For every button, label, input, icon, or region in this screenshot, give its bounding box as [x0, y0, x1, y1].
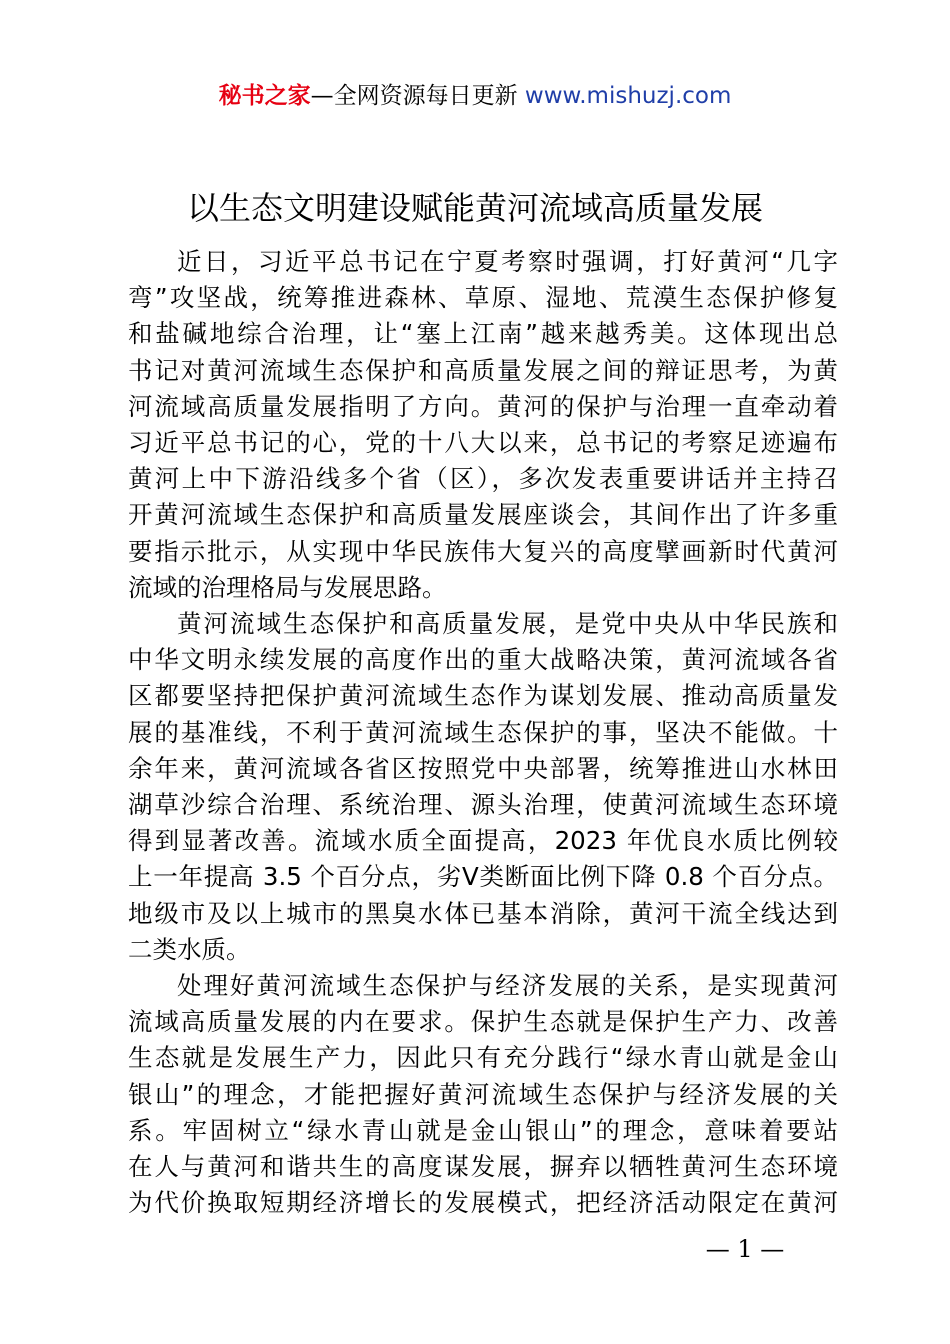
text-line: 河流域高质量发展指明了方向。黄河的保护与治理一直牵动着 — [128, 391, 838, 421]
text-line: 书记对黄河流域生态保护和高质量发展之间的辩证思考，为黄 — [128, 355, 838, 385]
text-line: 余年来，黄河流域各省区按照党中央部署，统筹推进山水林田 — [128, 753, 838, 783]
text-line: 流域高质量发展的内在要求。保护生态就是保护生产力、改善 — [128, 1007, 838, 1037]
site-brand: 秘书之家 — [218, 83, 311, 109]
text-line: 黄河上中下游沿线多个省（区），多次发表重要讲话并主持召 — [128, 464, 838, 494]
text-line: 开黄河流域生态保护和高质量发展座谈会，其间作出了许多重 — [128, 500, 838, 530]
text-line: 在人与黄河和谐共生的高度谋发展，摒弃以牺牲黄河生态环境 — [128, 1152, 838, 1182]
text-line: 系。牢固树立“绿水青山就是金山银山”的理念，意味着要站 — [128, 1115, 838, 1145]
text-line: 习近平总书记的心，党的十八大以来，总书记的考察足迹遍布 — [128, 428, 838, 458]
text-line: 得到显著改善。流域水质全面提高，2023 年优良水质比例较 — [128, 826, 838, 856]
text-line: 银山”的理念，才能把握好黄河流域生态保护与经济发展的关 — [128, 1079, 838, 1109]
paragraph-1 — [128, 244, 838, 606]
text-line: 中华文明永续发展的高度作出的重大战略决策，黄河流域各省 — [128, 645, 838, 675]
document-body — [128, 244, 838, 1221]
text-line: 黄河流域生态保护和高质量发展，是党中央从中华民族和 — [177, 609, 838, 639]
text-line: 二类水质。 — [128, 934, 251, 964]
site-url-link[interactable]: www.mishuzj.com — [524, 83, 732, 109]
text-line: 展的基准线，不利于黄河流域生态保护的事，坚决不能做。十 — [128, 717, 838, 747]
text-line: 流域的治理格局与发展思路。 — [128, 572, 447, 602]
site-header — [0, 80, 950, 112]
text-line: 地级市及以上城市的黑臭水体已基本消除，黄河干流全线达到 — [128, 898, 838, 928]
text-line: 和盐碱地综合治理，让“塞上江南”越来越秀美。这体现出总 — [128, 319, 838, 349]
text-line: 区都要坚持把保护黄河流域生态作为谋划发展、推动高质量发 — [128, 681, 838, 711]
text-line: 上一年提高 3.5 个百分点，劣Ⅴ类断面比例下降 0.8 个百分点。 — [128, 862, 838, 892]
site-slogan: —全网资源每日更新 — [310, 83, 525, 109]
text-line: 生态就是发展生产力，因此只有充分践行“绿水青山就是金山 — [128, 1043, 838, 1073]
text-line: 近日，习近平总书记在宁夏考察时强调，打好黄河“几字 — [177, 247, 838, 276]
text-line: 湖草沙综合治理、系统治理、源头治理，使黄河流域生态环境 — [128, 790, 838, 820]
page-number: — 1 — — [705, 1235, 785, 1263]
paragraph-3 — [128, 968, 838, 1221]
text-line: 处理好黄河流域生态保护与经济发展的关系，是实现黄河 — [177, 971, 838, 1001]
text-line: 要指示批示，从实现中华民族伟大复兴的高度擘画新时代黄河 — [128, 536, 838, 566]
paragraph-2 — [128, 606, 838, 968]
text-line: 弯”攻坚战，统筹推进森林、草原、湿地、荒漠生态保护修复 — [128, 283, 838, 313]
text-line: 为代价换取短期经济增长的发展模式，把经济活动限定在黄河 — [128, 1188, 838, 1218]
document-title: 以生态文明建设赋能黄河流域高质量发展 — [186, 189, 763, 227]
